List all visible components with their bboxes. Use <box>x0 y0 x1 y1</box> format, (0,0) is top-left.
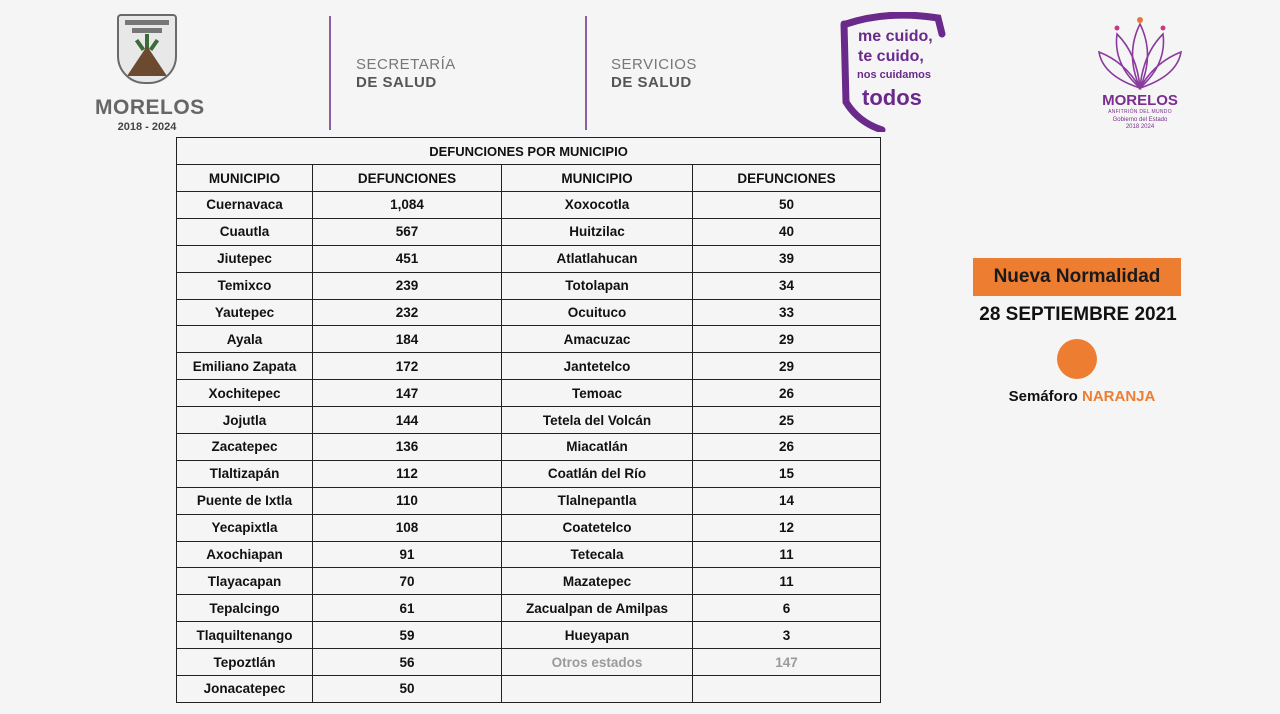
defunciones-cell: 29 <box>693 326 881 353</box>
defunciones-cell: 14 <box>693 487 881 514</box>
municipio-cell: Xochitepec <box>177 380 313 407</box>
defunciones-cell: 29 <box>693 353 881 380</box>
municipio-cell: Coatetelco <box>502 514 693 541</box>
header-divider <box>329 16 331 130</box>
defunciones-cell: 144 <box>313 407 502 434</box>
semaforo-label: Semáforo <box>1008 388 1078 405</box>
defunciones-cell: 567 <box>313 218 502 245</box>
defunciones-cell: 40 <box>693 218 881 245</box>
defunciones-cell: 61 <box>313 595 502 622</box>
table-row <box>177 380 881 407</box>
defunciones-cell: 59 <box>313 622 502 649</box>
gobierno-morelos-logo: MORELOS ANFITRIÓN DEL MUNDO Gobierno del Estado 2018 2024 <box>1090 14 1190 134</box>
municipio-cell: Atlatlahucan <box>502 245 693 272</box>
defunciones-cell: 147 <box>693 649 881 676</box>
defunciones-cell: 26 <box>693 434 881 461</box>
report-date: 28 SEPTIEMBRE 2021 <box>979 304 1177 325</box>
municipio-cell: Hueyapan <box>502 622 693 649</box>
municipio-cell: Tlalnepantla <box>502 487 693 514</box>
municipio-cell: Ocuituco <box>502 299 693 326</box>
defunciones-cell: 15 <box>693 460 881 487</box>
phase-badge: Nueva Normalidad <box>973 258 1181 296</box>
municipio-cell: Cuautla <box>177 218 313 245</box>
table-row <box>177 326 881 353</box>
municipio-cell: Tepalcingo <box>177 595 313 622</box>
defunciones-cell: 108 <box>313 514 502 541</box>
table-row <box>177 568 881 595</box>
municipio-cell: Zacualpan de Amilpas <box>502 595 693 622</box>
defunciones-cell: 112 <box>313 460 502 487</box>
table-row <box>177 192 881 219</box>
municipio-cell: Emiliano Zapata <box>177 353 313 380</box>
column-header: DEFUNCIONES <box>693 165 881 192</box>
lotus-icon <box>1095 14 1185 92</box>
defunciones-cell: 3 <box>693 622 881 649</box>
table-header-row <box>177 165 881 192</box>
municipio-cell: Ayala <box>177 326 313 353</box>
table-row <box>177 460 881 487</box>
defunciones-cell: 451 <box>313 245 502 272</box>
municipio-cell: Totolapan <box>502 272 693 299</box>
defunciones-cell: 110 <box>313 487 502 514</box>
municipio-cell: Xoxocotla <box>502 192 693 219</box>
municipio-cell: Temoac <box>502 380 693 407</box>
semaforo-level: NARANJA <box>1082 388 1156 405</box>
municipio-cell: Jonacatepec <box>177 676 313 703</box>
defunciones-cell: 1,084 <box>313 192 502 219</box>
header-divider <box>585 16 587 130</box>
defunciones-cell: 26 <box>693 380 881 407</box>
defunciones-cell: 39 <box>693 245 881 272</box>
defunciones-cell: 147 <box>313 380 502 407</box>
municipio-cell: Tepoztlán <box>177 649 313 676</box>
deaths-by-municipality-table <box>176 137 881 703</box>
municipio-cell: Temixco <box>177 272 313 299</box>
municipio-cell: Jojutla <box>177 407 313 434</box>
defunciones-cell: 25 <box>693 407 881 434</box>
table-row <box>177 245 881 272</box>
municipio-cell <box>502 676 693 703</box>
table-row <box>177 622 881 649</box>
defunciones-cell: 56 <box>313 649 502 676</box>
defunciones-cell: 91 <box>313 541 502 568</box>
defunciones-cell: 184 <box>313 326 502 353</box>
table-row <box>177 434 881 461</box>
municipio-cell: Huitzilac <box>502 218 693 245</box>
municipio-cell: Cuernavaca <box>177 192 313 219</box>
table-row <box>177 514 881 541</box>
defunciones-cell: 12 <box>693 514 881 541</box>
municipio-cell: Tetecala <box>502 541 693 568</box>
municipio-cell: Tlaltizapán <box>177 460 313 487</box>
secretaria-de-salud-label: SECRETARÍA DE SALUD <box>356 56 456 91</box>
table-row <box>177 407 881 434</box>
municipio-cell: Yecapixtla <box>177 514 313 541</box>
table-title: DEFUNCIONES POR MUNICIPIO <box>177 138 881 165</box>
coat-of-arms-icon <box>117 14 177 84</box>
defunciones-cell: 50 <box>693 192 881 219</box>
municipio-cell: Jantetelco <box>502 353 693 380</box>
municipio-cell: Axochiapan <box>177 541 313 568</box>
defunciones-cell: 34 <box>693 272 881 299</box>
table-row <box>177 649 881 676</box>
table-row <box>177 487 881 514</box>
defunciones-cell: 232 <box>313 299 502 326</box>
table-row <box>177 218 881 245</box>
municipio-cell: Zacatepec <box>177 434 313 461</box>
column-header: MUNICIPIO <box>177 165 313 192</box>
municipio-cell: Tlaquiltenango <box>177 622 313 649</box>
table-row <box>177 353 881 380</box>
defunciones-cell: 11 <box>693 568 881 595</box>
semaforo-status <box>960 388 1204 405</box>
traffic-light-dot-icon <box>1057 339 1097 379</box>
servicios-de-salud-label: SERVICIOS DE SALUD <box>611 56 697 91</box>
campaign-logo: me cuido, te cuido, nos cuidamos todos <box>838 12 946 132</box>
municipio-cell: Otros estados <box>502 649 693 676</box>
municipio-cell: Amacuzac <box>502 326 693 353</box>
table-row <box>177 595 881 622</box>
municipio-cell: Miacatlán <box>502 434 693 461</box>
defunciones-cell: 172 <box>313 353 502 380</box>
defunciones-cell: 33 <box>693 299 881 326</box>
table-row <box>177 272 881 299</box>
municipio-cell: Puente de Ixtla <box>177 487 313 514</box>
column-header: MUNICIPIO <box>502 165 693 192</box>
morelos-logo-years: 2018 - 2024 <box>117 121 177 133</box>
defunciones-cell: 239 <box>313 272 502 299</box>
defunciones-cell <box>693 676 881 703</box>
defunciones-cell: 136 <box>313 434 502 461</box>
defunciones-cell: 11 <box>693 541 881 568</box>
municipio-cell: Tlayacapan <box>177 568 313 595</box>
municipio-cell: Yautepec <box>177 299 313 326</box>
municipio-cell: Coatlán del Río <box>502 460 693 487</box>
table-row <box>177 676 881 703</box>
municipio-cell: Tetela del Volcán <box>502 407 693 434</box>
municipio-cell: Jiutepec <box>177 245 313 272</box>
table-row <box>177 541 881 568</box>
defunciones-cell: 50 <box>313 676 502 703</box>
table-row <box>177 299 881 326</box>
defunciones-cell: 6 <box>693 595 881 622</box>
morelos-logo-name: MORELOS <box>95 96 205 119</box>
defunciones-cell: 70 <box>313 568 502 595</box>
municipio-cell: Mazatepec <box>502 568 693 595</box>
column-header: DEFUNCIONES <box>313 165 502 192</box>
